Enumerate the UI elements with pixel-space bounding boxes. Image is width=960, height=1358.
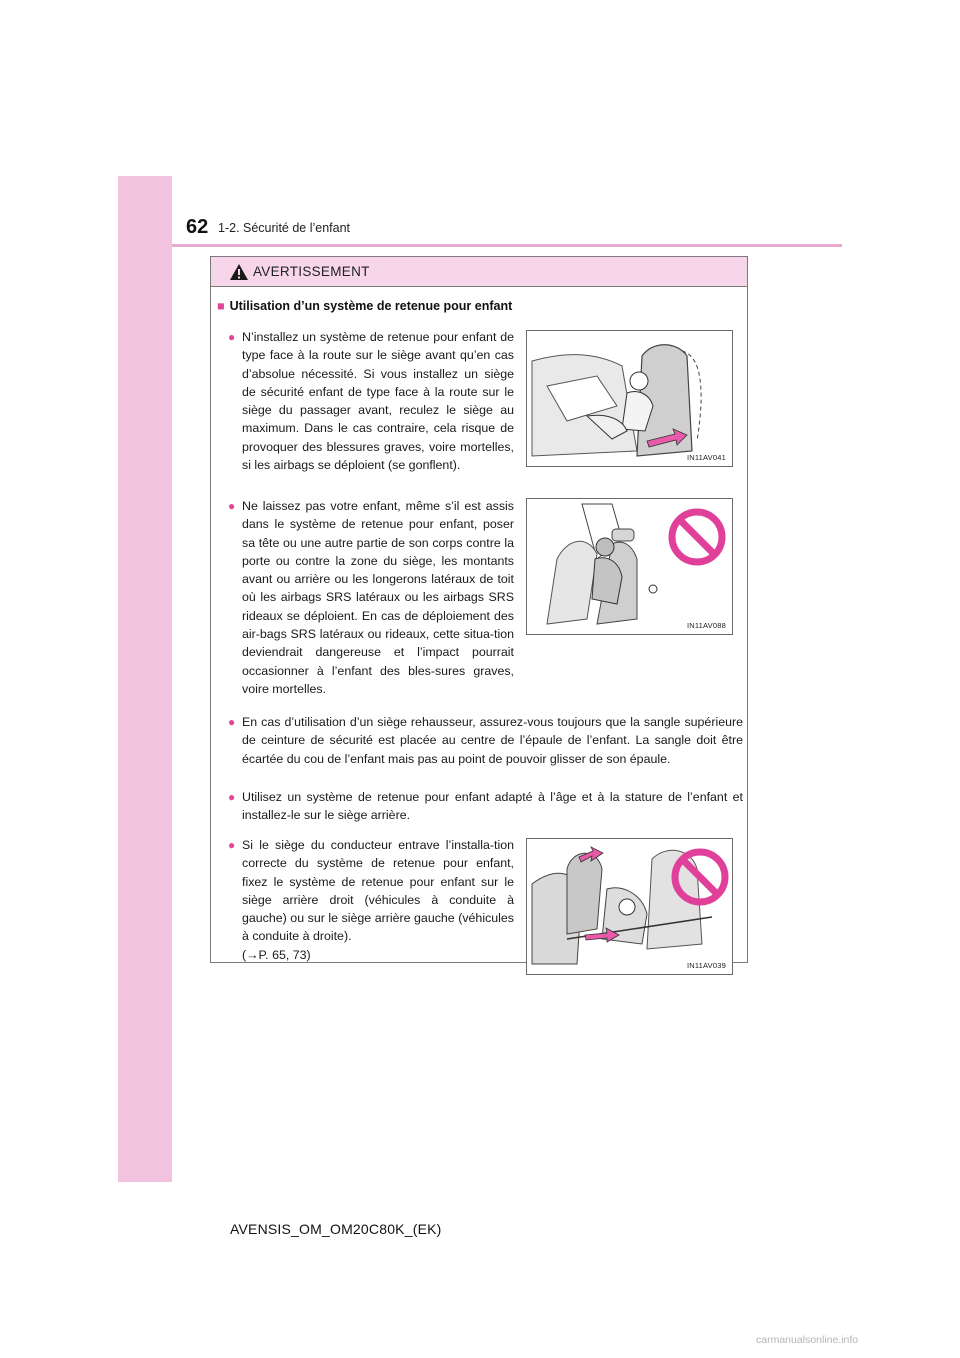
- item-text: Si le siège du conducteur entrave l’installa-tion correcte du système de retenue pour enfant, fixez le système de retenue pour enfant sur le siège arrière droit (véhicules à conduite à gauche) ou sur le siège arrière gauche (véhicules à conduite à droite).: [242, 838, 514, 944]
- circle-bullet-icon: ●: [228, 330, 236, 344]
- warning-triangle-icon: [229, 263, 249, 281]
- figure-code: IN11AV041: [686, 453, 726, 462]
- chapter-tab-band: [118, 176, 172, 1182]
- section-title: 1-2. Sécurité de l’enfant: [218, 221, 351, 235]
- figure-head-against-door: [526, 498, 733, 635]
- circle-bullet-icon: ●: [228, 715, 236, 729]
- square-bullet-icon: ■: [217, 299, 225, 313]
- prohibition-icon: [667, 507, 727, 567]
- item-text: Ne laissez pas votre enfant, même s’il est assis dans le système de retenue pour enfant, poser sa tête ou une autre partie de son corps contre la porte ou contre la zone du siège, les montants avant ou arrière ou les longerons latéraux de toit où les airbags SRS latéraux ou les airbags SRS rideaux se déploient. En cas de déploiement des air-bags SRS latéraux ou rideaux, cette situa-tion deviendrait dangereuse et l’impact pourrait occasionner à l’enfant des bles-sures graves, voire mortelles.: [242, 499, 514, 696]
- figure-code: IN11AV039: [686, 961, 726, 970]
- page-reference: (→P. 65, 73): [242, 947, 311, 962]
- prohibition-icon: [670, 847, 730, 907]
- list-item: [228, 713, 743, 768]
- item-text: Utilisez un système de retenue pour enfant adapté à l’âge et à la stature de l’enfant et installez-le sur le siège arrière.: [242, 790, 743, 823]
- warning-header: [211, 257, 747, 287]
- circle-bullet-icon: ●: [228, 838, 236, 852]
- figure-child-seat-front: [526, 330, 733, 467]
- item-text: N’installez un système de retenue pour enfant de type face à la route sur le siège avant qu’en cas d’absolue nécessité. Si vous installez un siège de sécurité enfant de type face à la route sur le siège du passager avant, reculez le siège au maximum. Dans le cas contraire, cela risque de provoquer des blessures graves, voire mortelles, si les airbags se déploient (se gonflent).: [242, 330, 514, 473]
- footer-model-code: AVENSIS_OM_OM20C80K_(EK): [230, 1221, 442, 1237]
- watermark[interactable]: carmanualsonline.info: [756, 1334, 859, 1346]
- figure-rear-seat-install: [526, 838, 733, 975]
- list-item: [228, 497, 514, 698]
- circle-bullet-icon: ●: [228, 790, 236, 804]
- item-text: En cas d’utilisation d’un siège rehausseur, assurez-vous toujours que la sangle supérieure de ceinture de sécurité est placée au centre de l’épaule de l’enfant. La sangle doit être écartée du cou de l’enfant mais pas au point de pouvoir glisser de son épaule.: [242, 715, 743, 766]
- list-item: [228, 788, 743, 825]
- list-item: [228, 836, 514, 964]
- child-seat-front-illustration: [527, 331, 732, 466]
- figure-code: IN11AV088: [686, 621, 726, 630]
- subheading-text: Utilisation d’un système de retenue pour enfant: [229, 299, 513, 313]
- warning-title: AVERTISSEMENT: [253, 264, 370, 279]
- warning-box: [210, 256, 748, 970]
- warning-subheading: [217, 299, 512, 313]
- header-rule: [172, 244, 842, 247]
- list-item: [228, 328, 514, 474]
- circle-bullet-icon: ●: [228, 499, 236, 513]
- page-number: 62: [186, 216, 209, 238]
